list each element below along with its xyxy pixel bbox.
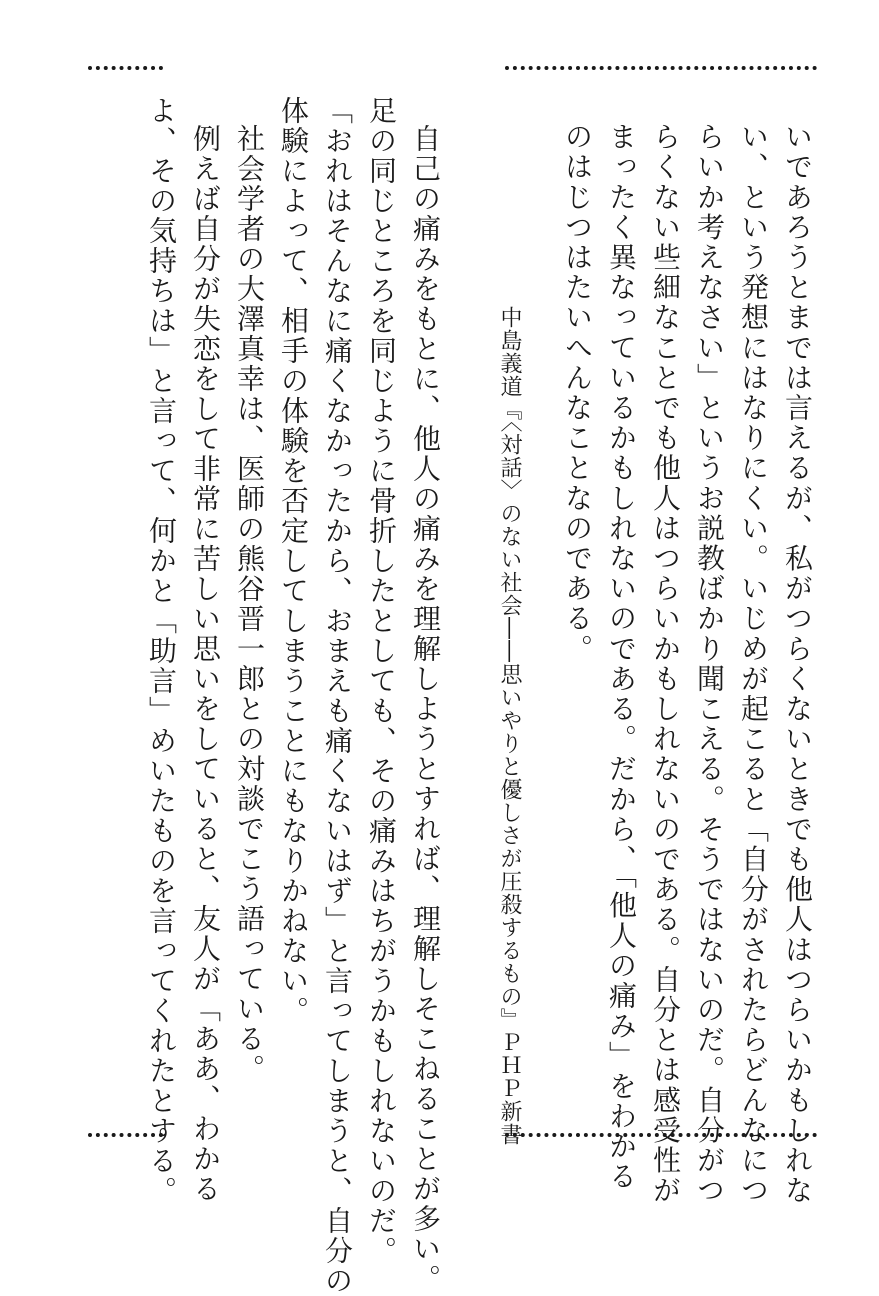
quote-line: まったく異なっているかもしれないのである。だから、「他人の痛み」をわかる (605, 122, 638, 1192)
citation-text: 中島義道『〈対話〉のない社会――思いやりと優しさが圧殺するもの』ＰＨＰ新書 (497, 306, 522, 1146)
quote-line: い、という発想にはなりにくい。いじめが起こると「自分がされたらどんなにつ (737, 122, 770, 1206)
quote-line: のはじつはたいへんなことなのである。 (561, 122, 594, 664)
citation-source (490, 306, 528, 1146)
paragraph-line: 例えば自分が失恋をして非常に苦しい思いをしていると、友人が「ああ、わかる (189, 124, 222, 1204)
dotted-divider-top-left (88, 66, 163, 70)
quote-line: らいか考えなさい」というお説教ばかり聞こえる。そうではないのだ。自分がつ (693, 122, 726, 1206)
dotted-divider-bottom-left (88, 1133, 163, 1137)
paragraph-line: 自己の痛みをもとに、他人の痛みを理解しようとすれば、理解しそこねることが多い。 (409, 124, 442, 1294)
paragraph-line: 体験によって、相手の体験を否定してしまうことにもなりかねない。 (277, 96, 310, 1026)
paragraph-line: 「おれはそんなに痛くなかったから、おまえも痛くないはず」と言ってしまうと、自分の (321, 96, 354, 1296)
dotted-divider-top-right (505, 66, 817, 70)
quoted-passage (555, 122, 819, 1206)
dotted-divider-bottom-right (505, 1133, 817, 1137)
paragraph-line: 社会学者の大澤真幸は、医師の熊谷晋一郎との対談でこう語っている。 (233, 124, 266, 1084)
quote-line: いであろうとまでは言えるが、私がつらくないときでも他人はつらいかもしれな (781, 122, 814, 1206)
quote-line: らくない些細なことでも他人はつらいかもしれないのである。自分とは感受性が (649, 122, 682, 1206)
paragraph-line: 足の同じところを同じように骨折したとしても、その痛みはちがうかもしれないのだ。 (365, 96, 398, 1266)
main-text (139, 96, 447, 1296)
paragraph-line: よ、その気持ちは」と言って、何かと「助言」めいたものを言ってくれたとする。 (145, 96, 178, 1206)
